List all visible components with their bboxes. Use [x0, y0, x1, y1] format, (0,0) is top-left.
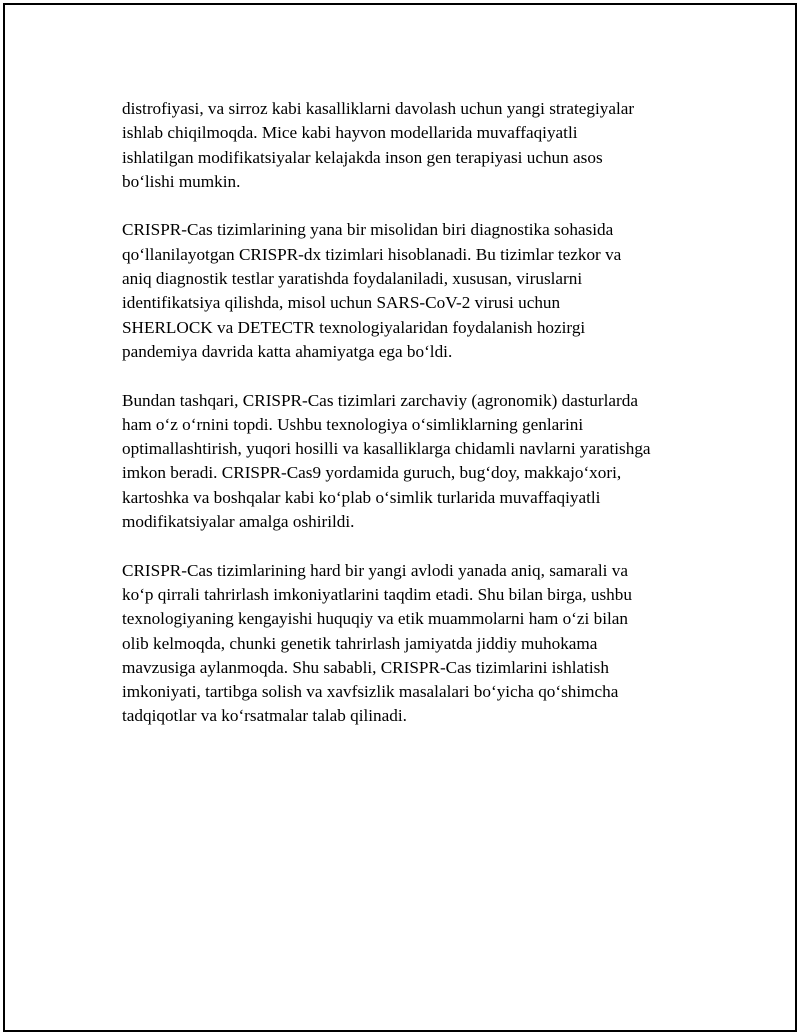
text-line: pandemiya davrida katta ahamiyatga ega bo‘ldi. [122, 341, 453, 361]
text-line: imkon beradi. CRISPR-Cas9 yordamida guruch, bug‘doy, makkajo‘xori, [122, 463, 622, 483]
text-line: Bundan tashqari, CRISPR-Cas tizimlari zarchaviy (agronomik) dasturlarda [122, 390, 638, 410]
text-line: CRISPR-Cas tizimlarining yana bir misolidan biri diagnostika sohasida [122, 220, 614, 240]
text-line: mavzusiga aylanmoqda. Shu sababli, CRISPR-Cas tizimlarini ishlatish [122, 657, 609, 677]
text-line: imkoniyati, tartibga solish va xavfsizlik masalalari bo‘yicha qo‘shimcha [122, 682, 619, 702]
text-line: bo‘lishi mumkin. [122, 171, 241, 191]
text-line: modifikatsiyalar amalga oshirildi. [122, 512, 355, 532]
text-line: distrofiyasi, va sirroz kabi kasalliklarni davolash uchun yangi strategiyalar [122, 99, 635, 118]
text-line: qo‘llanilayotgan CRISPR-dx tizimlari hisoblanadi. Bu tizimlar tezkor va [122, 244, 622, 264]
paragraph-3 [122, 389, 712, 535]
text-line: tadqiqotlar va ko‘rsatmalar talab qilinadi. [122, 706, 407, 726]
text-line: identifikatsiya qilishda, misol uchun SARS-CoV-2 virusi uchun [122, 293, 561, 313]
page-border [3, 3, 797, 1032]
text-line: SHERLOCK va DETECTR texnologiyalaridan foydalanish hozirgi [122, 317, 586, 337]
paragraph-1 [122, 97, 712, 194]
text-line: olib kelmoqda, chunki genetik tahrirlash jamiyatda jiddiy muhokama [122, 633, 598, 653]
text-line: CRISPR-Cas tizimlarining hard bir yangi avlodi yanada aniq, samarali va [122, 560, 628, 580]
document-body [122, 97, 712, 753]
paragraph-4 [122, 559, 712, 729]
text-line: ishlab chiqilmoqda. Mice kabi hayvon modellarida muvaffaqiyatli [122, 123, 578, 143]
text-line: ishlatilgan modifikatsiyalar kelajakda inson gen terapiyasi uchun asos [122, 147, 603, 167]
paragraph-2 [122, 218, 712, 364]
text-line: ko‘p qirrali tahrirlash imkoniyatlarini taqdim etadi. Shu bilan birga, ushbu [122, 584, 632, 604]
text-line: texnologiyaning kengayishi huquqiy va etik muammolarni ham o‘zi bilan [122, 609, 628, 629]
text-line: optimallashtirish, yuqori hosilli va kasalliklarga chidamli navlarni yaratishga [122, 439, 651, 459]
text-line: kartoshka va boshqalar kabi ko‘plab o‘simlik turlarida muvaffaqiyatli [122, 487, 601, 507]
text-line: aniq diagnostik testlar yaratishda foydalaniladi, xususan, viruslarni [122, 269, 583, 289]
text-line: ham o‘z o‘rnini topdi. Ushbu texnologiya o‘simliklarning genlarini [122, 414, 584, 434]
